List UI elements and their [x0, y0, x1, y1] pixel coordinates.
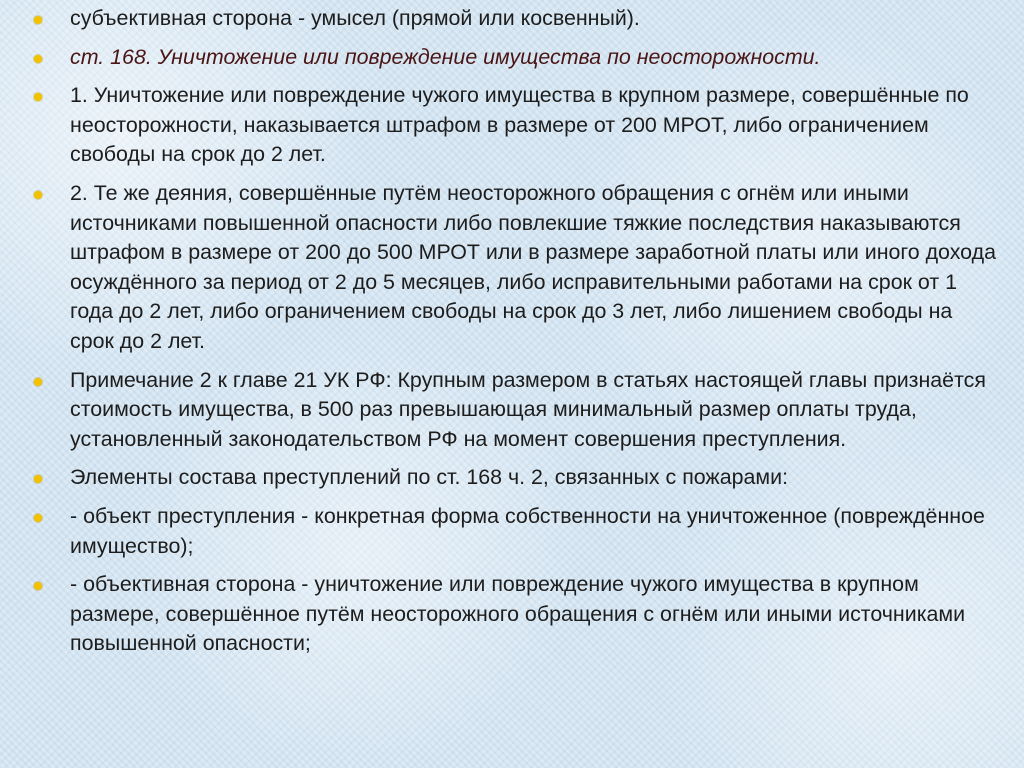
bullet-dot-icon	[34, 55, 42, 63]
bullet-dot-icon	[34, 191, 42, 199]
bullet-item-note-chapter-21	[24, 366, 996, 455]
bullet-list	[24, 4, 996, 659]
bullet-dot-icon	[34, 582, 42, 590]
bullet-dot-icon	[34, 514, 42, 522]
bullet-item-subjective-side	[24, 4, 996, 34]
bullet-dot-icon	[34, 93, 42, 101]
bullet-dot-icon	[34, 16, 42, 24]
bullet-item-object	[24, 502, 996, 561]
bullet-item-elements-heading	[24, 463, 996, 493]
bullet-text: ст. 168. Уничтожение или повреждение имущества по неосторожности.	[70, 44, 821, 69]
bullet-item-article-168-heading	[24, 43, 996, 73]
bullet-text: 1. Уничтожение или повреждение чужого имущества в крупном размере, совершённые по неосторожности, наказывается штрафом в размере от 200 МРОТ, либо ограничением свободы на срок до 2 лет.	[70, 83, 969, 167]
bullet-item-part-1	[24, 81, 996, 170]
bullet-text: - объективная сторона - уничтожение или повреждение чужого имущества в крупном размере, совершённое путём неосторожного обращения с огнём или иными источниками повышенной опасности;	[70, 572, 966, 656]
bullet-text: Элементы состава преступлений по ст. 168 ч. 2, связанных с пожарами:	[70, 465, 789, 490]
bullet-dot-icon	[34, 475, 42, 483]
bullet-text: субъективная сторона - умысел (прямой или косвенный).	[70, 6, 640, 30]
bullet-text: 2. Те же деяния, совершённые путём неосторожного обращения с огнём или иными источниками повышенной опасности либо повлекшие тяжкие последствия наказываются штрафом в размере от 200 до 500 МРОТ или в размере заработной платы или иного дохода осуждённого за период от 2 до 5 месяцев, либо исправительными работами на срок от 1 года до 2 лет, либо ограничением свободы на срок до 3 лет, либо лишением свободы на срок до 2 лет.	[70, 180, 996, 353]
bullet-text: Примечание 2 к главе 21 УК РФ: Крупным размером в статьях настоящей главы признаётся стоимость имущества, в 500 раз превышающая минимальный размер оплаты труда, установленный законодательством РФ на момент совершения преступления.	[70, 367, 986, 451]
bullet-dot-icon	[34, 378, 42, 386]
bullet-item-objective-side	[24, 570, 996, 659]
bullet-text: - объект преступления - конкретная форма собственности на уничтоженное (повреждённое имущество);	[70, 503, 985, 558]
bullet-item-part-2	[24, 179, 996, 357]
